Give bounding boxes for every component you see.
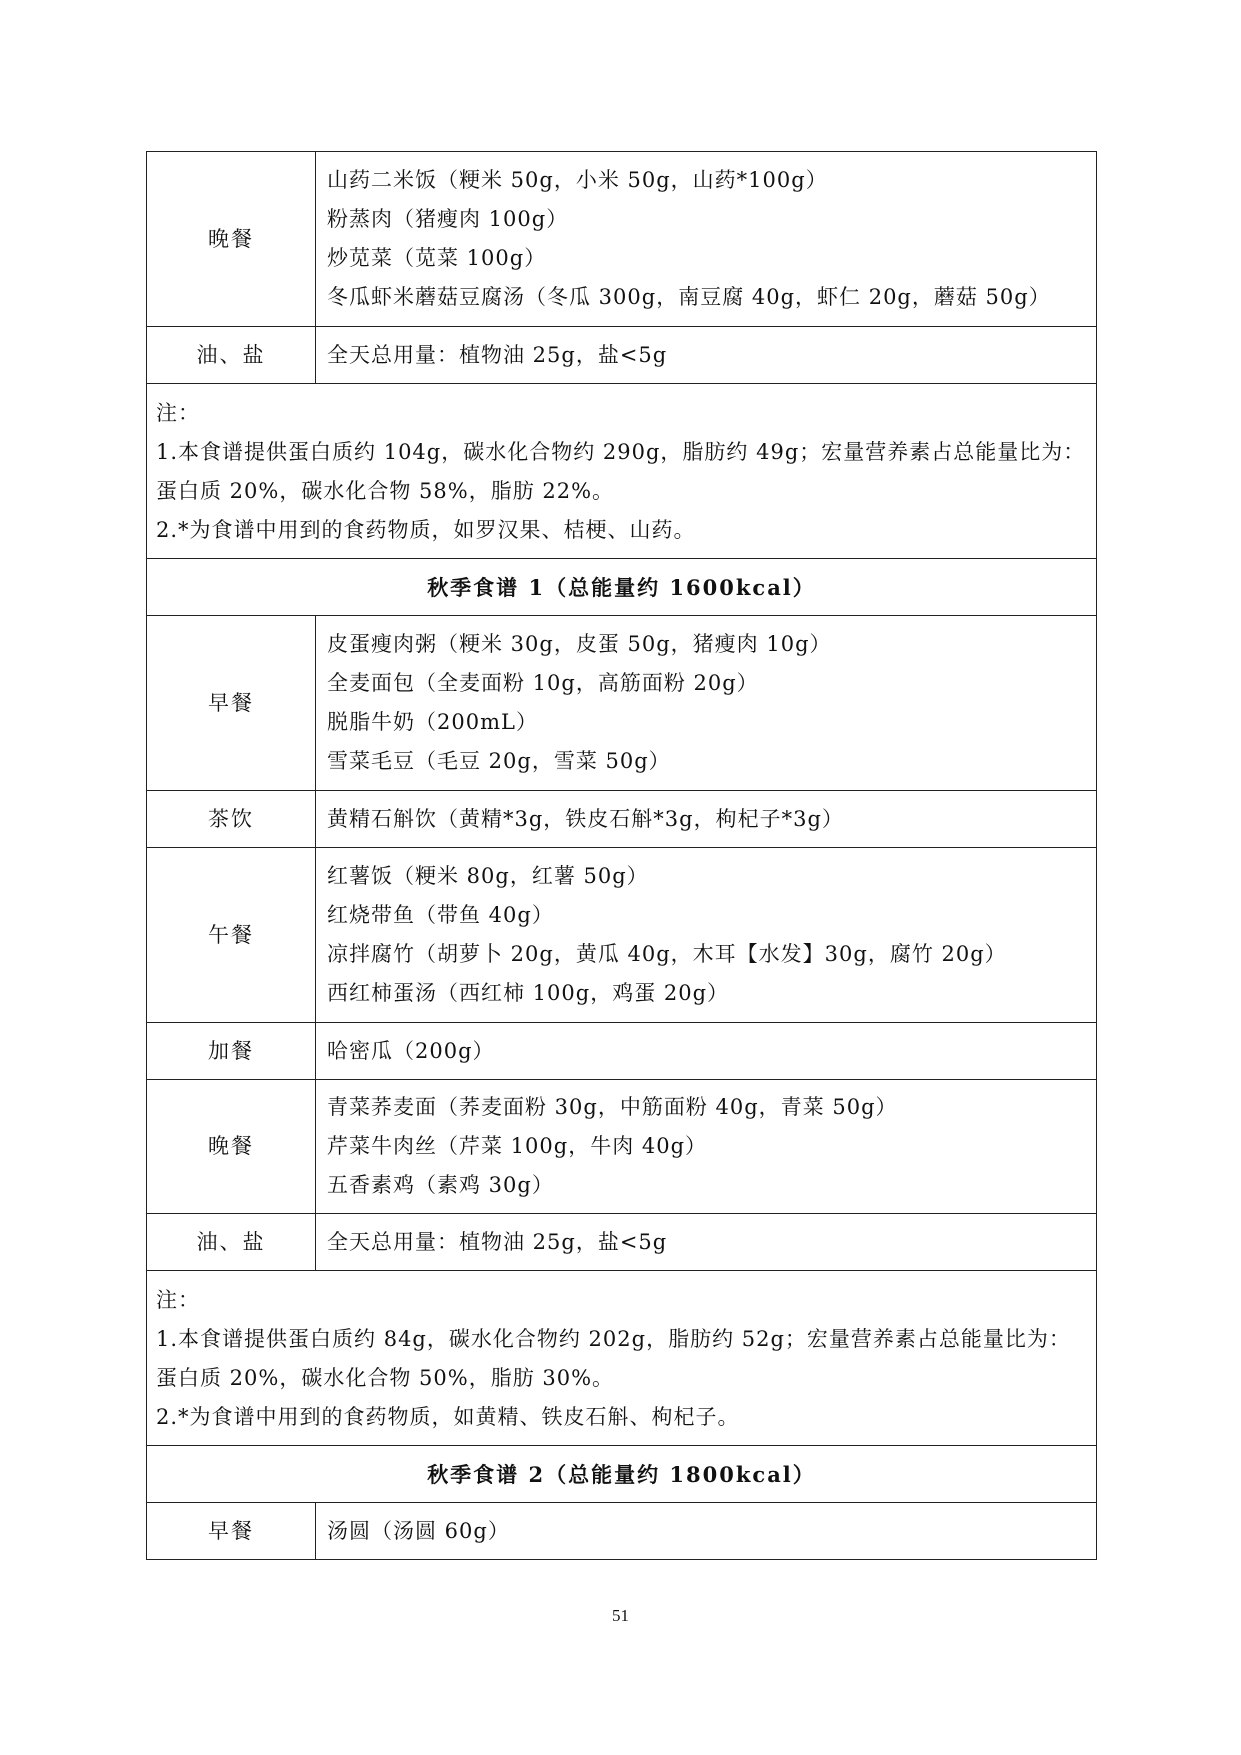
note-row [147, 384, 1097, 559]
note-cell [147, 384, 1097, 559]
meal-content [316, 791, 1097, 848]
section-title: 秋季食谱 1（总能量约 1600kcal） [147, 559, 1097, 616]
meal-label: 茶饮 [147, 791, 316, 848]
note-line: 1.本食谱提供蛋白质约 104g，碳水化合物约 290g，脂肪约 49g；宏量营养素占总能量比为：蛋白质 20%，碳水化合物 58%，脂肪 22%。 [156, 440, 1086, 503]
note-heading: 注： [156, 1288, 200, 1312]
dish-line: 炒苋菜（苋菜 100g） [327, 246, 547, 270]
meal-row [147, 1503, 1097, 1560]
dish-line: 全天总用量：植物油 25g，盐<5g [327, 1229, 668, 1254]
dish-line: 冬瓜虾米蘑菇豆腐汤（冬瓜 300g，南豆腐 40g，虾仁 20g，蘑菇 50g） [327, 285, 1051, 309]
meal-label: 晚餐 [147, 1080, 316, 1214]
dish-line: 粉蒸肉（猪瘦肉 100g） [327, 207, 569, 231]
meal-label: 午餐 [147, 848, 316, 1023]
dish-line: 红烧带鱼（带鱼 40g） [327, 903, 554, 927]
meal-content [316, 1214, 1097, 1271]
meal-content [316, 1023, 1097, 1080]
dish-line: 芹菜牛肉丝（芹菜 100g，牛肉 40g） [327, 1134, 708, 1158]
dish-line: 全天总用量：植物油 25g，盐<5g [327, 342, 668, 367]
dish-line: 山药二米饭（粳米 50g，小米 50g，山药*100g） [327, 168, 828, 192]
note-heading: 注： [156, 401, 200, 425]
meal-label: 油、盐 [147, 1214, 316, 1271]
meal-row [147, 327, 1097, 384]
note-line: 2.*为食谱中用到的食药物质，如罗汉果、桔梗、山药。 [156, 518, 696, 542]
dish-line: 青菜荞麦面（荞麦面粉 30g，中筋面粉 40g，青菜 50g） [327, 1095, 898, 1119]
meal-content [316, 1080, 1097, 1214]
dish-line: 五香素鸡（素鸡 30g） [327, 1173, 554, 1197]
meal-plan-table [146, 151, 1097, 1560]
dish-line: 全麦面包（全麦面粉 10g，高筋面粉 20g） [327, 671, 759, 695]
meal-row [147, 616, 1097, 791]
meal-content [316, 327, 1097, 384]
meal-row [147, 1214, 1097, 1271]
section-header-row [147, 559, 1097, 616]
note-row [147, 1271, 1097, 1446]
page-number: 51 [612, 1606, 629, 1625]
dish-line: 红薯饭（粳米 80g，红薯 50g） [327, 864, 649, 888]
meal-label: 早餐 [147, 616, 316, 791]
dish-line: 汤圆（汤圆 60g） [327, 1518, 510, 1543]
dish-line: 皮蛋瘦肉粥（粳米 30g，皮蛋 50g，猪瘦肉 10g） [327, 632, 832, 656]
meal-row [147, 1023, 1097, 1080]
section-title: 秋季食谱 2（总能量约 1800kcal） [147, 1446, 1097, 1503]
meal-label: 早餐 [147, 1503, 316, 1560]
dish-line: 脱脂牛奶（200mL） [327, 710, 538, 734]
meal-content [316, 1503, 1097, 1560]
meal-row [147, 791, 1097, 848]
meal-content [316, 848, 1097, 1023]
meal-row [147, 1080, 1097, 1214]
dish-line: 黄精石斛饮（黄精*3g，铁皮石斛*3g，枸杞子*3g） [327, 806, 844, 831]
section-header-row [147, 1446, 1097, 1503]
meal-content [316, 616, 1097, 791]
dish-line: 雪菜毛豆（毛豆 20g，雪菜 50g） [327, 749, 671, 773]
meal-content [316, 152, 1097, 327]
dish-line: 西红柿蛋汤（西红柿 100g，鸡蛋 20g） [327, 981, 730, 1005]
meal-label: 晚餐 [147, 152, 316, 327]
dish-line: 凉拌腐竹（胡萝卜 20g，黄瓜 40g，木耳【水发】30g，腐竹 20g） [327, 942, 1007, 966]
meal-row [147, 152, 1097, 327]
meal-label: 油、盐 [147, 327, 316, 384]
dish-line: 哈密瓜（200g） [327, 1038, 495, 1063]
note-cell [147, 1271, 1097, 1446]
note-line: 1.本食谱提供蛋白质约 84g，碳水化合物约 202g，脂肪约 52g；宏量营养素占总能量比为：蛋白质 20%，碳水化合物 50%，脂肪 30%。 [156, 1327, 1071, 1390]
meal-plan-table-body [147, 152, 1097, 1560]
note-line: 2.*为食谱中用到的食药物质，如黄精、铁皮石斛、枸杞子。 [156, 1405, 740, 1429]
meal-label: 加餐 [147, 1023, 316, 1080]
meal-row [147, 848, 1097, 1023]
